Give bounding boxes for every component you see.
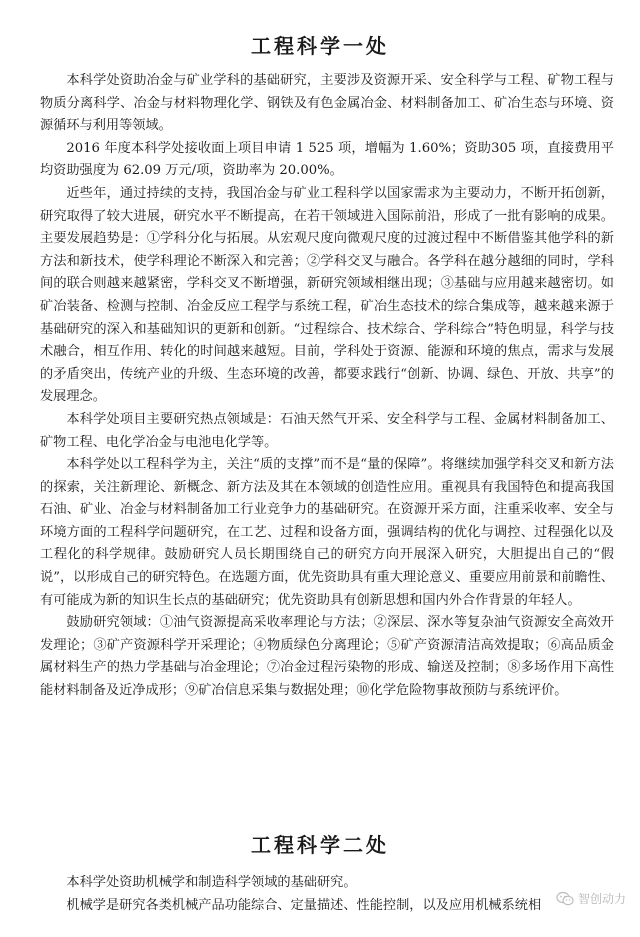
paragraph: 本科学处以工程科学为主，关注“质的支撑”而不是“量的保障”。将继续加强学科交叉和新方法的探索，关注新理论、新概念、新方法及其在本领域的创造性应用。重视具有我国特色和提高我国石油、矿业、冶金与材料制备加工行业竞争力的基础研究。在资源开采方面，注重采收率、安全与环境方面的工程科学问题研究，在工艺、过程和设备方面，强调结构的优化与调控、过程强化以及工程化的科学规律。鼓励研究人员长期围绕自己的研究方向开展深入研究，大胆提出自己的“假说”，以形成自己的研究特色。在选题方面，优先资助具有重大理论意义、重要应用前景和前瞻性、有可能成为新的知识生长点的基础研究；优先资助具有创新思想和国内外合作背景的年轻人。 (40, 457, 614, 608)
section-title-1: 工程科学一处 (251, 34, 389, 58)
paragraph: 2016 年度本科学处接收面上项目申请 1 525 项，增幅为 1.60%；资助305 项，直接费用平均资助强度为 62.09 万元/项，资助率为 20.00%。 (40, 140, 614, 179)
paragraph: 机械学是研究各类机械产品功能综合、定量描述、性能控制，以及应用机械系统相 (66, 897, 542, 913)
paragraph: 本科学处资助机械学和制造科学领域的基础研究。 (66, 875, 357, 890)
section-title-2: 工程科学二处 (251, 833, 389, 857)
section-2-body (40, 872, 614, 917)
paragraph: 本科学处资助冶金与矿业学科的基础研究，主要涉及资源开采、安全科学与工程、矿物工程与物质分离科学、冶金与材料物理化学、钢铁及有色金属冶金、材料制备加工、矿冶生态与环境、资源循环与利用等领域。 (40, 73, 614, 134)
paragraph: 本科学处项目主要研究热点领域是：石油天然气开采、安全科学与工程、金属材料制备加工、矿物工程、电化学冶金与电池电化学等。 (40, 411, 614, 450)
section-1-body (40, 70, 614, 703)
paragraph: 近些年，通过持续的支持，我国冶金与矿业工程科学以国家需求为主要动力，不断开拓创新，研究取得了较大进展，研究水平不断提高，在若干领域进入国际前沿，形成了一批有影响的成果。主要发展趋势是：①学科分化与拓展。从宏观尺度向微观尺度的过渡过程中不断借鉴其他学科的新方法和新技术，使学科理论不断深入和完善；②学科交叉与融合。各学科在越分越细的同时，学科间的联合则越来越紧密，学科交叉不断增强，新研究领域相继出现；③基础与应用越来越密切。如矿冶装备、检测与控制、冶金反应工程学与系统工程，矿冶生态技术的综合集成等，越来越来源于基础研究的深入和基础知识的更新和创新。“过程综合、技术综合、学科综合”特色明显，科学与技术融合，相互作用、转化的时间越来越短。目前，学科处于资源、能源和环境的焦点，需求与发展的矛盾突出，传统产业的升级、生态环境的改善，都要求践行“创新、协调、绿色、开放、共享”的发展理念。 (40, 185, 614, 405)
paragraph: 鼓励研究领域：①油气资源提高采收率理论与方法；②深层、深水等复杂油气资源安全高效开发理论；③矿产资源科学开采理论；④物质绿色分离理论；⑤矿产资源清洁高效提取；⑥高品质金属材料生产的热力学基础与冶金理论；⑦冶金过程污染物的形成、输送及控制；⑧多场作用下高性能材料制备及近净成形；⑨矿冶信息采集与数据处理；⑩化学危险物事故预防与系统评价。 (40, 615, 614, 699)
watermark (554, 890, 628, 907)
watermark-text: 智创动力 (577, 892, 626, 906)
wechat-icon (556, 891, 574, 907)
